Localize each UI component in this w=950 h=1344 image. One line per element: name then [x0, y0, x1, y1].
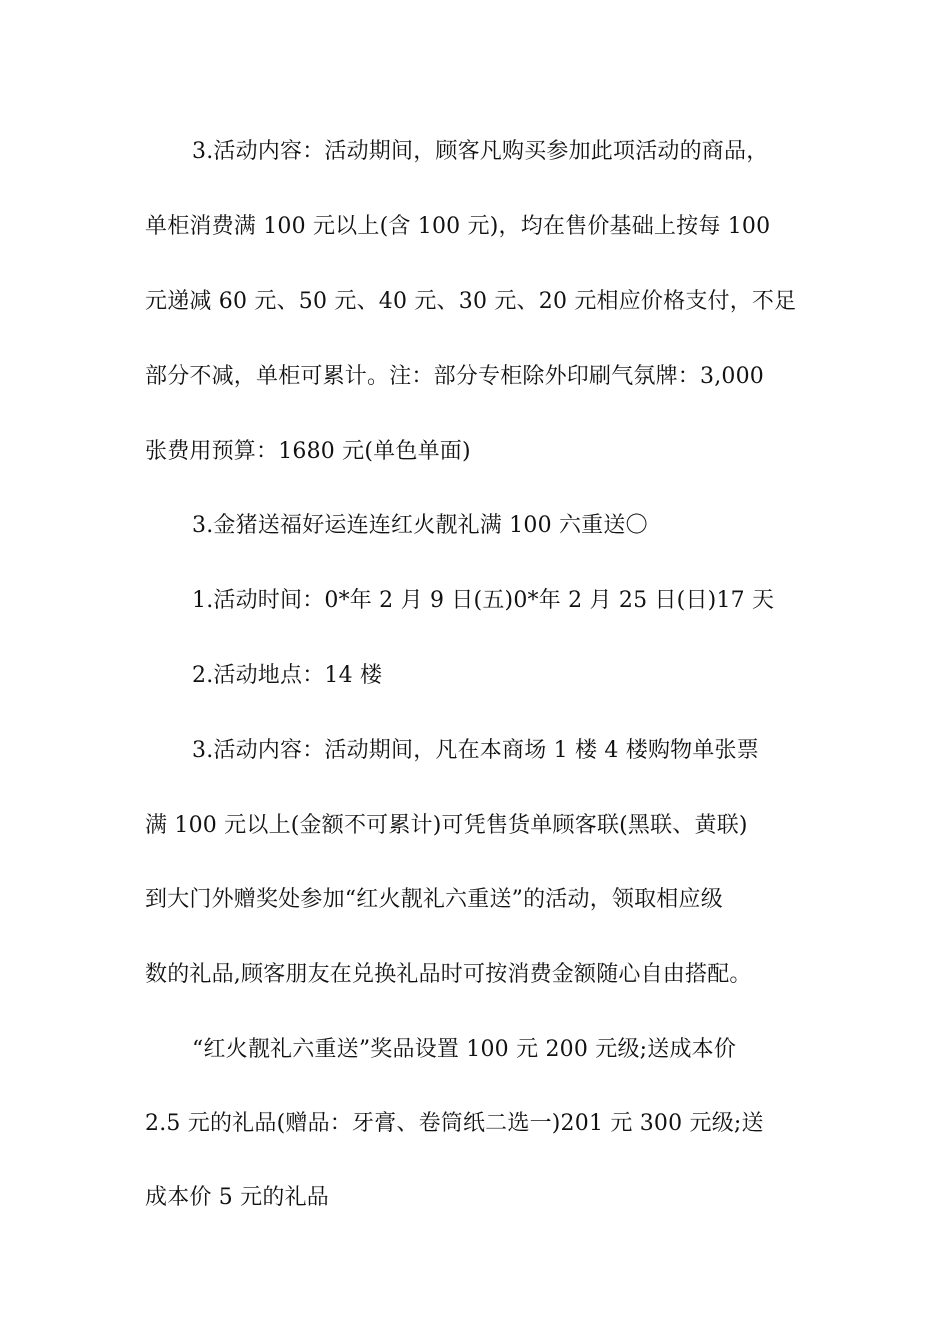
paragraph-line: 满 100 元以上(金额不可累计)可凭售货单顾客联(黑联、黄联): [145, 813, 748, 838]
paragraph-line: “红火靓礼六重送”奖品设置 100 元 200 元级;送成本价: [192, 1037, 737, 1062]
paragraph-line: 元递减 60 元、50 元、40 元、30 元、20 元相应价格支付，不足: [145, 289, 797, 314]
paragraph-line: 数的礼品,顾客朋友在兑换礼品时可按消费金额随心自由搭配。: [145, 962, 752, 987]
paragraph-line: 单柜消费满 100 元以上(含 100 元)，均在售价基础上按每 100: [145, 214, 771, 239]
paragraph-line: 到大门外赠奖处参加“红火靓礼六重送”的活动，领取相应级: [145, 887, 723, 912]
paragraph-line: 成本价 5 元的礼品: [145, 1185, 329, 1210]
section-heading: 3.金猪送福好运连连红火靓礼满 100 六重送〇: [192, 513, 648, 538]
paragraph-line: 3.活动内容：活动期间，凡在本商场 1 楼 4 楼购物单张票: [192, 738, 759, 763]
paragraph-line: 张费用预算：1680 元(单色单面): [145, 439, 471, 464]
paragraph-line: 部分不减，单柜可累计。注：部分专柜除外印刷气氛牌：3,000: [145, 364, 764, 389]
paragraph-line: 3.活动内容：活动期间，顾客凡购买参加此项活动的商品，: [192, 139, 769, 164]
paragraph-line: 2.5 元的礼品(赠品：牙膏、卷筒纸二选一)201 元 300 元级;送: [145, 1111, 764, 1136]
paragraph-line: 2.活动地点：14 楼: [192, 663, 383, 688]
paragraph-line: 1.活动时间：0*年 2 月 9 日(五)0*年 2 月 25 日(日)17 天: [192, 588, 775, 613]
